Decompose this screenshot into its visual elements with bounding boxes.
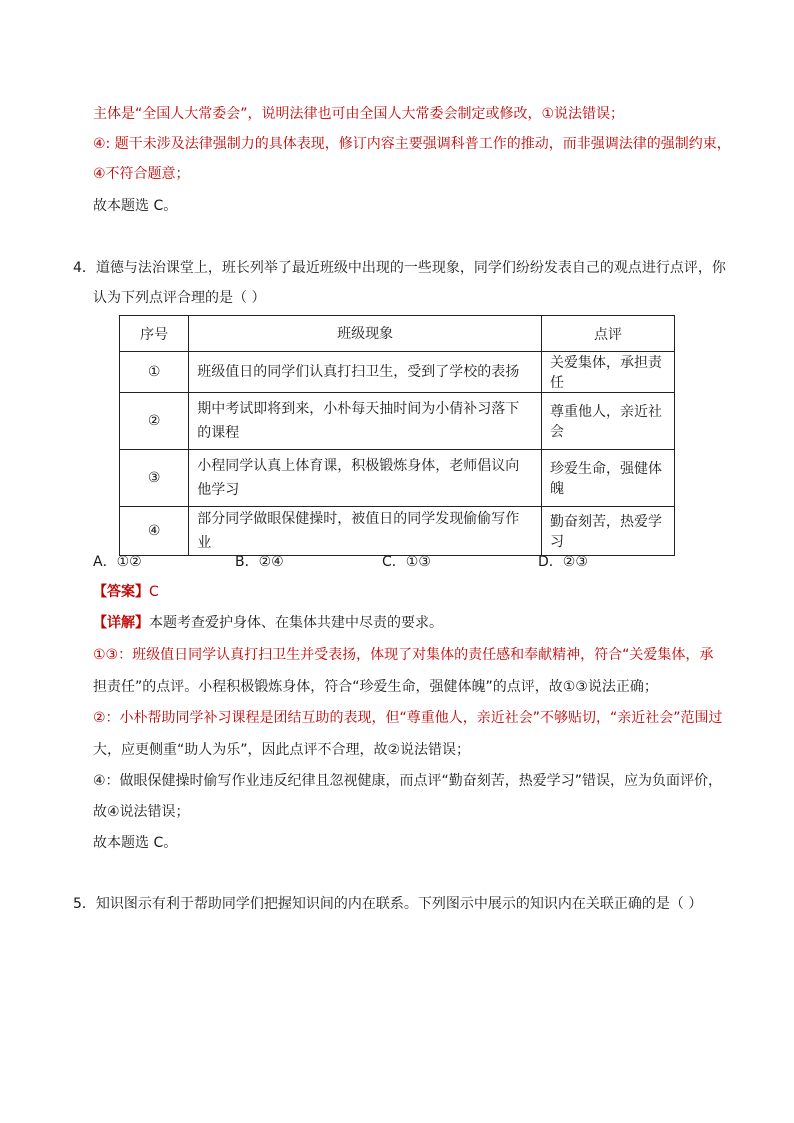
detail-line (93, 613, 443, 633)
row-review: 关爱集体，承担责任 (542, 352, 675, 393)
answer-value: C (149, 584, 159, 600)
answer-label: 【答案】 (93, 584, 149, 600)
q4-stem-line2: 认为下列点评合理的是（ ） (93, 290, 266, 306)
option-c: C．①③ (382, 554, 431, 570)
detail-intro: 本题考查爱护身体、在集体共建中尽责的要求。 (149, 615, 443, 631)
header-review: 点评 (542, 316, 675, 352)
table-row (120, 352, 675, 393)
row-review: 珍爱生命，强健体魄 (542, 450, 675, 507)
explain-line4: 大，应更侧重“助人为乐”，因此点评不合理，故②说法错误； (93, 742, 471, 758)
row-review: 勤奋刻苦，热爱学习 (542, 507, 675, 556)
table-row (120, 450, 675, 507)
table-row (120, 393, 675, 450)
header-no: 序号 (120, 316, 189, 352)
prev-explain-line1: 主体是“全国人大常委会”，说明法律也可由全国人大常委会制定或修改，①说法错误； (93, 106, 625, 122)
q5-stem: 5．知识图示有利于帮助同学们把握知识间的内在联系。下列图示中展示的知识内在关联正确的是（ ） (73, 896, 703, 912)
explain-line2: 担责任”的点评。小程积极锻炼身体，符合“珍爱生命，强健体魄”的点评，故①③说法正确； (93, 679, 658, 695)
row-review: 尊重他人，亲近社会 (542, 393, 675, 450)
row-phenomenon: 小程同学认真上体育课，积极锻炼身体，老师倡议向他学习 (189, 450, 542, 507)
option-d: D．②③ (538, 554, 588, 570)
prev-conclusion: 故本题选 C。 (93, 198, 178, 214)
option-a: A．①② (93, 554, 142, 570)
explain-line3: ②：小朴帮助同学补习课程是团结互助的表现，但“尊重他人，亲近社会”不够贴切，“亲近社会”范围过 (93, 710, 723, 726)
row-phenomenon: 期中考试即将到来，小朴每天抽时间为小倩补习落下的课程 (189, 393, 542, 450)
explain-line6: 故④说法错误； (93, 804, 190, 820)
q4-table (119, 315, 675, 556)
explain-conclusion: 故本题选 C。 (93, 835, 178, 851)
prev-explain-line3: ④不符合题意； (93, 166, 190, 182)
row-no: ④ (120, 507, 189, 556)
prev-explain-line2: ④: 题干未涉及法律强制力的具体表现，修订内容主要强调科普工作的推动，而非强调法律的强制约束， (93, 136, 731, 152)
table-header-row (120, 316, 675, 352)
row-no: ① (120, 352, 189, 393)
option-b: B．②④ (235, 554, 284, 570)
explain-line5: ④：做眼保健操时偷写作业违反纪律且忽视健康，而点评“勤奋刻苦，热爱学习”错误，应为负面评价， (93, 773, 723, 789)
table-row (120, 507, 675, 556)
header-phenomenon: 班级现象 (189, 316, 542, 352)
row-phenomenon: 部分同学做眼保健操时，被值日的同学发现偷偷写作业 (189, 507, 542, 556)
explain-line1: ①③：班级值日同学认真打扫卫生并受表扬，体现了对集体的责任感和奉献精神，符合“关爱集体，承 (93, 647, 714, 663)
row-no: ② (120, 393, 189, 450)
answer-line (93, 582, 159, 602)
detail-label: 【详解】 (93, 615, 149, 631)
q4-stem-line1: 4．道德与法治课堂上，班长列举了最近班级中出现的一些现象，同学们纷纷发表自己的观点进行点评，你 (73, 260, 726, 276)
row-phenomenon: 班级值日的同学们认真打扫卫生，受到了学校的表扬 (189, 352, 542, 393)
row-no: ③ (120, 450, 189, 507)
